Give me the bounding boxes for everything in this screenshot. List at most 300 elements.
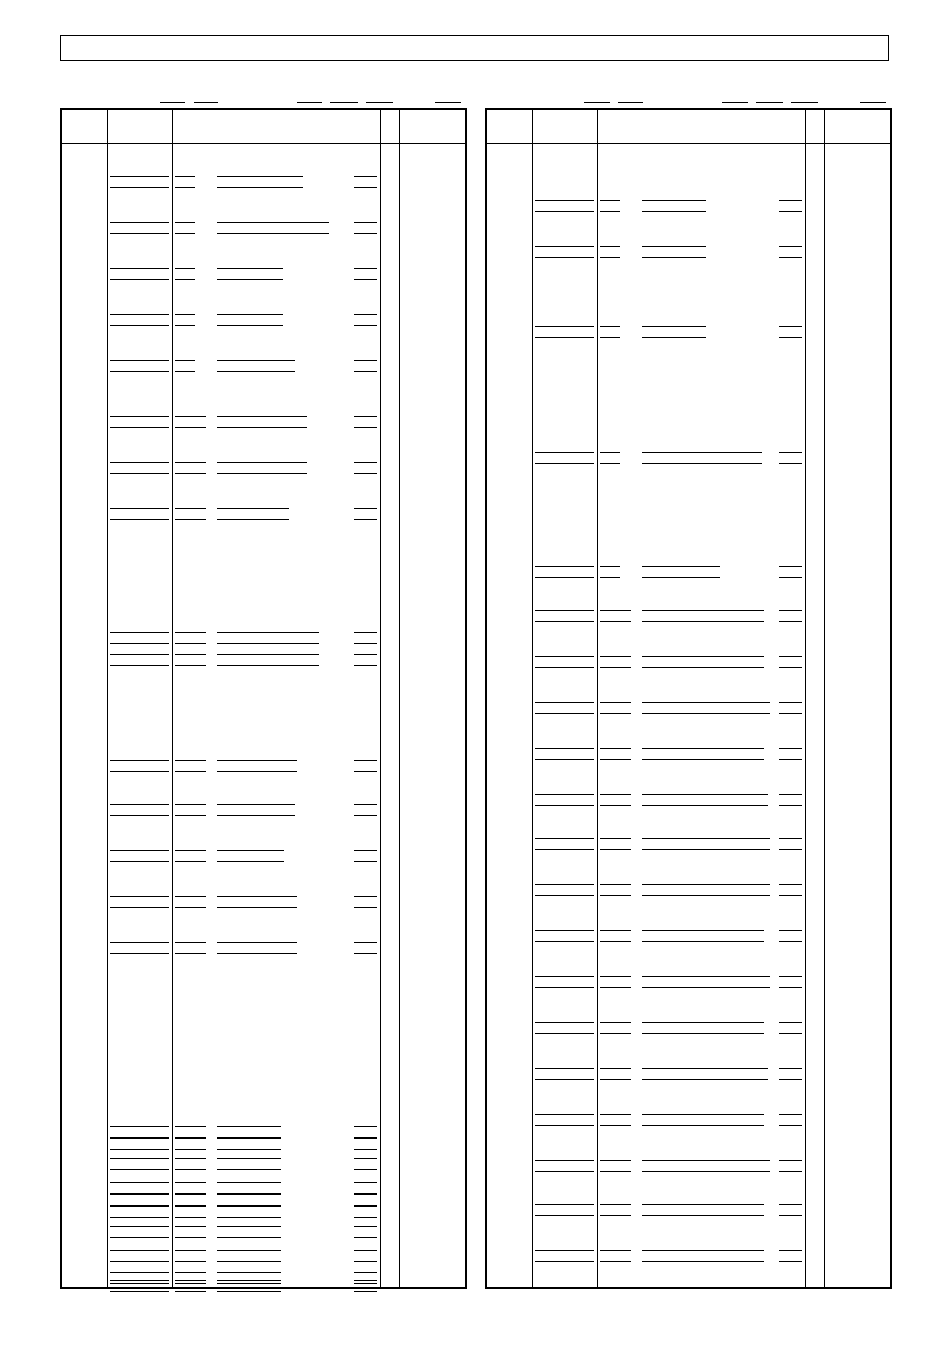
cell-underline	[175, 1237, 206, 1238]
cell-underline	[642, 838, 770, 839]
cell-underline	[217, 1261, 281, 1262]
cell-underline	[110, 222, 169, 223]
cell-underline	[217, 1226, 281, 1227]
cell-underline	[535, 1261, 594, 1262]
table-row	[62, 1280, 465, 1294]
header-mark	[366, 102, 393, 103]
cell-underline	[217, 907, 297, 908]
cell-underline	[600, 1125, 631, 1126]
cell-underline	[110, 1250, 169, 1251]
header-mark	[330, 102, 358, 103]
cell-underline	[354, 360, 377, 361]
cell-underline	[110, 473, 169, 474]
table-row	[62, 850, 465, 864]
column-divider	[172, 110, 173, 1287]
cell-underline	[642, 1125, 764, 1126]
cell-underline	[642, 748, 764, 749]
cell-underline	[642, 895, 770, 896]
header-mark	[435, 102, 461, 103]
cell-underline	[535, 1079, 594, 1080]
cell-underline	[779, 1160, 802, 1161]
cell-underline	[535, 849, 594, 850]
cell-underline	[175, 1158, 206, 1159]
cell-underline	[779, 748, 802, 749]
cell-underline	[175, 360, 195, 361]
cell-underline	[110, 314, 169, 315]
cell-underline	[175, 643, 206, 644]
cell-underline	[535, 337, 594, 338]
cell-underline	[354, 643, 377, 644]
cell-underline	[110, 850, 169, 851]
cell-underline	[110, 279, 169, 280]
cell-underline	[642, 337, 706, 338]
cell-underline	[600, 895, 631, 896]
cell-underline	[175, 325, 195, 326]
header-mark	[722, 102, 748, 103]
cell-underline	[354, 850, 377, 851]
cell-underline	[175, 176, 195, 177]
cell-underline	[354, 804, 377, 805]
cell-underline	[110, 1280, 169, 1281]
cell-underline	[175, 1217, 206, 1218]
cell-underline	[779, 702, 802, 703]
table-row	[62, 462, 465, 476]
cell-underline	[175, 654, 206, 655]
cell-underline	[600, 884, 631, 885]
cell-underline	[779, 566, 802, 567]
cell-underline	[110, 1261, 169, 1262]
cell-underline	[354, 1291, 377, 1292]
cell-underline	[175, 1206, 206, 1207]
cell-underline	[110, 508, 169, 509]
cell-underline	[354, 508, 377, 509]
cell-underline	[642, 200, 706, 201]
cell-underline	[175, 1250, 206, 1251]
cell-underline	[354, 222, 377, 223]
cell-underline	[535, 748, 594, 749]
cell-underline	[779, 1125, 802, 1126]
cell-underline	[175, 268, 195, 269]
cell-underline	[217, 654, 319, 655]
cell-underline	[354, 416, 377, 417]
cell-underline	[175, 1169, 206, 1170]
cell-underline	[110, 1126, 169, 1127]
cell-underline	[779, 1068, 802, 1069]
cell-underline	[535, 759, 594, 760]
cell-underline	[110, 760, 169, 761]
cell-underline	[535, 610, 594, 611]
cell-underline	[779, 713, 802, 714]
cell-underline	[175, 427, 206, 428]
table-row	[62, 632, 465, 646]
table-row	[487, 200, 890, 214]
cell-underline	[354, 771, 377, 772]
cell-underline	[600, 246, 620, 247]
cell-underline	[175, 804, 206, 805]
cell-underline	[217, 1169, 281, 1170]
table-row	[487, 838, 890, 852]
cell-underline	[110, 896, 169, 897]
cell-underline	[175, 1226, 206, 1227]
cell-underline	[175, 632, 206, 633]
cell-underline	[175, 279, 195, 280]
cell-underline	[642, 884, 770, 885]
cell-underline	[600, 1204, 631, 1205]
cell-underline	[600, 326, 620, 327]
cell-underline	[354, 519, 377, 520]
cell-underline	[600, 976, 631, 977]
table-row	[62, 416, 465, 430]
cell-underline	[175, 462, 206, 463]
cell-underline	[535, 884, 594, 885]
cell-underline	[354, 187, 377, 188]
cell-underline	[600, 1261, 631, 1262]
cell-underline	[779, 1250, 802, 1251]
cell-underline	[354, 907, 377, 908]
cell-underline	[535, 667, 594, 668]
cell-underline	[642, 1068, 768, 1069]
cell-underline	[110, 233, 169, 234]
table-row	[62, 314, 465, 328]
cell-underline	[217, 942, 297, 943]
cell-underline	[779, 976, 802, 977]
cell-underline	[175, 371, 195, 372]
cell-underline	[642, 930, 764, 931]
cell-underline	[110, 1169, 169, 1170]
cell-underline	[779, 337, 802, 338]
cell-underline	[354, 1206, 377, 1207]
cell-underline	[535, 987, 594, 988]
cell-underline	[535, 1160, 594, 1161]
cell-underline	[217, 632, 319, 633]
cell-underline	[642, 1171, 770, 1172]
cell-underline	[779, 987, 802, 988]
header-mark	[860, 102, 886, 103]
header-mark	[791, 102, 818, 103]
cell-underline	[110, 187, 169, 188]
cell-underline	[535, 211, 594, 212]
cell-underline	[110, 953, 169, 954]
cell-underline	[779, 211, 802, 212]
cell-underline	[110, 371, 169, 372]
cell-underline	[354, 861, 377, 862]
table-row	[62, 760, 465, 774]
cell-underline	[779, 838, 802, 839]
table-row	[487, 566, 890, 580]
cell-underline	[217, 427, 307, 428]
cell-underline	[217, 1158, 281, 1159]
cell-underline	[217, 771, 297, 772]
cell-underline	[217, 473, 307, 474]
cell-underline	[217, 233, 329, 234]
cell-underline	[110, 1182, 169, 1183]
table-row	[487, 246, 890, 260]
cell-underline	[600, 1250, 631, 1251]
cell-underline	[535, 463, 594, 464]
cell-underline	[600, 200, 620, 201]
cell-underline	[217, 508, 289, 509]
cell-underline	[642, 610, 764, 611]
cell-underline	[175, 233, 195, 234]
cell-underline	[600, 805, 631, 806]
cell-underline	[175, 665, 206, 666]
cell-underline	[642, 976, 770, 977]
cell-underline	[217, 360, 295, 361]
column-divider	[597, 110, 598, 1287]
cell-underline	[535, 566, 594, 567]
cell-underline	[175, 1261, 206, 1262]
cell-underline	[217, 462, 307, 463]
cell-underline	[600, 1079, 631, 1080]
cell-underline	[354, 233, 377, 234]
cell-underline	[217, 643, 319, 644]
cell-underline	[110, 907, 169, 908]
cell-underline	[217, 268, 283, 269]
cell-underline	[779, 577, 802, 578]
cell-underline	[779, 794, 802, 795]
cell-underline	[217, 519, 289, 520]
cell-underline	[600, 838, 631, 839]
cell-underline	[175, 222, 195, 223]
cell-underline	[535, 1250, 594, 1251]
cell-underline	[600, 713, 631, 714]
cell-underline	[110, 519, 169, 520]
cell-underline	[175, 508, 206, 509]
cell-underline	[642, 463, 762, 464]
cell-underline	[600, 257, 620, 258]
cell-underline	[535, 246, 594, 247]
cell-underline	[175, 187, 195, 188]
cell-underline	[642, 759, 764, 760]
cell-underline	[175, 850, 206, 851]
cell-underline	[110, 416, 169, 417]
cell-underline	[175, 1138, 206, 1139]
cell-underline	[354, 1158, 377, 1159]
cell-underline	[354, 462, 377, 463]
cell-underline	[110, 861, 169, 862]
cell-underline	[175, 1182, 206, 1183]
cell-underline	[217, 1250, 281, 1251]
cell-underline	[217, 176, 303, 177]
cell-underline	[110, 1194, 169, 1195]
cell-underline	[600, 566, 620, 567]
cell-underline	[642, 1261, 764, 1262]
column-divider	[805, 110, 806, 1287]
cell-underline	[354, 1261, 377, 1262]
cell-underline	[600, 1022, 631, 1023]
cell-underline	[354, 896, 377, 897]
cell-underline	[110, 360, 169, 361]
cell-underline	[600, 1033, 631, 1034]
cell-underline	[175, 1280, 206, 1281]
cell-underline	[779, 1171, 802, 1172]
cell-underline	[642, 1204, 764, 1205]
cell-underline	[175, 771, 206, 772]
cell-underline	[642, 566, 720, 567]
cell-underline	[217, 222, 329, 223]
cell-underline	[110, 804, 169, 805]
column-divider	[532, 110, 533, 1287]
parts-table-left	[60, 108, 467, 1289]
cell-underline	[779, 257, 802, 258]
cell-underline	[535, 1215, 594, 1216]
cell-underline	[110, 1138, 169, 1139]
cell-underline	[354, 268, 377, 269]
table-row	[62, 1250, 465, 1264]
cell-underline	[217, 804, 295, 805]
cell-underline	[535, 838, 594, 839]
cell-underline	[642, 257, 706, 258]
cell-underline	[354, 1182, 377, 1183]
cell-underline	[535, 1204, 594, 1205]
cell-underline	[779, 1079, 802, 1080]
cell-underline	[217, 665, 319, 666]
page-title-box	[60, 35, 889, 61]
cell-underline	[642, 246, 706, 247]
header-mark	[618, 102, 643, 103]
cell-underline	[535, 326, 594, 327]
table-row	[62, 942, 465, 956]
cell-underline	[354, 1149, 377, 1150]
cell-underline	[110, 1291, 169, 1292]
cell-underline	[175, 1149, 206, 1150]
table-row	[62, 268, 465, 282]
cell-underline	[354, 632, 377, 633]
cell-underline	[535, 976, 594, 977]
cell-underline	[779, 930, 802, 931]
cell-underline	[217, 850, 284, 851]
cell-underline	[642, 1160, 770, 1161]
cell-underline	[217, 1272, 281, 1273]
cell-underline	[175, 314, 195, 315]
cell-underline	[535, 930, 594, 931]
cell-underline	[642, 713, 770, 714]
cell-underline	[779, 1114, 802, 1115]
cell-underline	[642, 849, 770, 850]
cell-underline	[600, 930, 631, 931]
cell-underline	[600, 610, 631, 611]
cell-underline	[354, 1237, 377, 1238]
cell-underline	[642, 1022, 764, 1023]
cell-underline	[110, 654, 169, 655]
cell-underline	[779, 759, 802, 760]
table-row	[62, 360, 465, 374]
header-mark	[756, 102, 783, 103]
cell-underline	[110, 176, 169, 177]
cell-underline	[779, 610, 802, 611]
table-row	[487, 794, 890, 808]
cell-underline	[217, 1126, 281, 1127]
cell-underline	[217, 1149, 281, 1150]
cell-underline	[354, 1217, 377, 1218]
cell-underline	[779, 1022, 802, 1023]
table-row	[487, 610, 890, 624]
cell-underline	[354, 654, 377, 655]
cell-underline	[217, 953, 297, 954]
cell-underline	[354, 371, 377, 372]
cell-underline	[217, 1138, 281, 1139]
cell-underline	[642, 1250, 764, 1251]
cell-underline	[600, 1160, 631, 1161]
table-row	[62, 1158, 465, 1172]
cell-underline	[779, 246, 802, 247]
cell-underline	[217, 760, 297, 761]
cell-underline	[110, 268, 169, 269]
table-row	[62, 1226, 465, 1240]
cell-underline	[600, 577, 620, 578]
cell-underline	[354, 1226, 377, 1227]
cell-underline	[642, 987, 770, 988]
header-mark	[584, 102, 610, 103]
cell-underline	[779, 656, 802, 657]
cell-underline	[354, 325, 377, 326]
cell-underline	[535, 1033, 594, 1034]
cell-underline	[354, 1126, 377, 1127]
cell-underline	[779, 1204, 802, 1205]
cell-underline	[175, 815, 206, 816]
cell-underline	[110, 1272, 169, 1273]
cell-underline	[217, 1237, 281, 1238]
cell-underline	[217, 815, 295, 816]
cell-underline	[600, 452, 620, 453]
table-row	[62, 176, 465, 190]
table-row	[487, 930, 890, 944]
cell-underline	[110, 942, 169, 943]
parts-table-right	[485, 108, 892, 1289]
cell-underline	[600, 941, 631, 942]
cell-underline	[600, 987, 631, 988]
cell-underline	[779, 200, 802, 201]
cell-underline	[600, 1215, 631, 1216]
table-row	[487, 702, 890, 716]
cell-underline	[600, 621, 631, 622]
cell-underline	[642, 805, 768, 806]
cell-underline	[600, 748, 631, 749]
cell-underline	[110, 427, 169, 428]
cell-underline	[779, 849, 802, 850]
cell-underline	[535, 1022, 594, 1023]
cell-underline	[175, 760, 206, 761]
table-row	[62, 222, 465, 236]
cell-underline	[642, 1114, 764, 1115]
table-header-divider	[62, 143, 465, 144]
table-row	[62, 804, 465, 818]
cell-underline	[175, 519, 206, 520]
cell-underline	[779, 621, 802, 622]
cell-underline	[354, 1138, 377, 1139]
cell-underline	[779, 667, 802, 668]
table-row	[487, 748, 890, 762]
table-row	[487, 1160, 890, 1174]
cell-underline	[354, 665, 377, 666]
cell-underline	[779, 805, 802, 806]
cell-underline	[217, 314, 283, 315]
column-divider	[107, 110, 108, 1287]
cell-underline	[642, 211, 706, 212]
cell-underline	[217, 371, 295, 372]
cell-underline	[110, 462, 169, 463]
cell-underline	[110, 1206, 169, 1207]
cell-underline	[535, 621, 594, 622]
cell-underline	[354, 760, 377, 761]
table-row	[487, 1114, 890, 1128]
header-mark	[160, 102, 185, 103]
table-row	[487, 326, 890, 340]
cell-underline	[642, 702, 770, 703]
cell-underline	[779, 1261, 802, 1262]
cell-underline	[642, 326, 706, 327]
table-row	[487, 1204, 890, 1218]
